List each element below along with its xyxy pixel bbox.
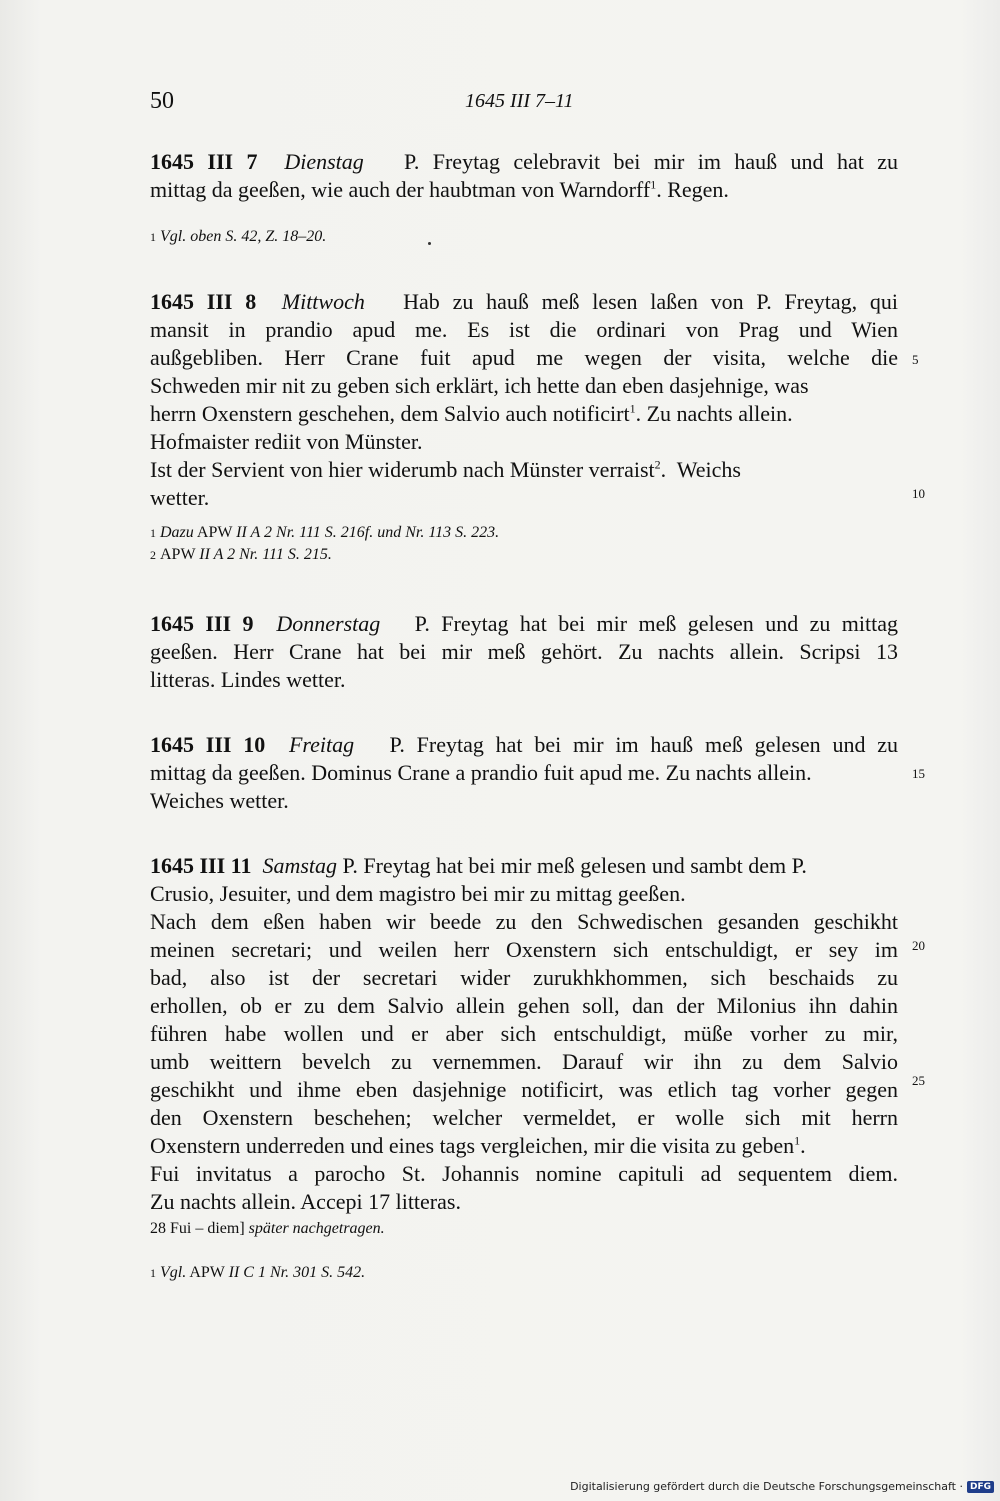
footnote	[150, 544, 332, 566]
footnote-abbrev: APW	[160, 546, 196, 563]
line-number: 25	[912, 1073, 925, 1088]
banner-text: Digitalisierung gefördert durch die Deutsche Forschungsgemeinschaft ·	[570, 1480, 963, 1493]
page-number: 50	[150, 88, 174, 114]
footnote-text: Vgl. oben S. 42, Z. 18–20.	[160, 228, 327, 245]
running-title: 1645 III 7–11	[465, 90, 574, 112]
entry-text: Ist der Servient von hier widerumb nach Münster verraist	[150, 457, 655, 482]
footnote-ref: 2	[654, 457, 661, 472]
diary-entry-1645-iii-11	[150, 852, 898, 1216]
entry-line: geschikht und ihme eben dasjehnige notificirt, was etlich tag vorher gegen	[150, 1077, 898, 1102]
entry-line: Hofmaister rediit von Münster.	[150, 429, 423, 454]
line-number: 10	[912, 486, 925, 501]
entry-line: Nach dem eßen haben wir beede zu den Schwedischen gesanden geschikht	[150, 909, 898, 934]
entry-weekday: Donnerstag	[276, 611, 381, 636]
footnote-abbrev: APW	[196, 524, 233, 541]
footnote	[150, 226, 326, 248]
entry-weekday: Freitag	[288, 732, 355, 757]
entry-line: meinen secretari; und weilen herr Oxenstern sich entschuldigt, er sey im	[150, 937, 898, 962]
entry-weekday: Samstag	[262, 853, 338, 878]
entry-line: mittag da geeßen, wie auch der haubtman von Warndorff$^1$. Regen.	[150, 177, 729, 202]
entry-text: P. Freytag hat bei mir im hauß meß gelesen und zu	[389, 732, 899, 757]
entry-date: 1645 III 11	[150, 853, 252, 878]
footnote	[150, 522, 499, 544]
apparatus-text: später nachgetragen.	[248, 1220, 385, 1237]
diary-entry-1645-iii-7	[150, 148, 898, 204]
footnote-number: 1	[150, 1266, 156, 1280]
entry-line: mansit in prandio apud me. Es ist die ordinari von Prag und Wien	[150, 317, 898, 342]
entry-text: Weichs	[676, 457, 741, 482]
entry-date: 1645 III 10	[150, 732, 266, 757]
entry-text: herrn Oxenstern geschehen, dem Salvio auch notificirt	[150, 401, 630, 426]
footnote-text: II C 1 Nr. 301 S. 542.	[228, 1264, 366, 1281]
entry-text: mittag da geeßen, wie auch der haubtman von Warndorff	[150, 177, 651, 202]
footnote-number: 1	[150, 230, 156, 244]
entry-line: erhollen, ob er zu dem Salvio allein gehen soll, dan der Milonius ihn dahin	[150, 993, 898, 1018]
entry-weekday: Dienstag	[284, 149, 364, 174]
footnote-prefix: Vgl.	[160, 1264, 187, 1281]
diary-entry-1645-iii-10	[150, 731, 898, 815]
entry-line: geeßen. Herr Crane hat bei mir meß gehört. Zu nachts allein. Scripsi 13	[150, 639, 898, 664]
entry-line: Weiches wetter.	[150, 788, 289, 813]
entry-date: 1645 III 9	[150, 611, 254, 636]
footnote-text: II A 2 Nr. 111 S. 215.	[199, 546, 332, 563]
footnote	[150, 1262, 365, 1284]
entry-text: P. Freytag hat bei mir meß gelesen und sambt dem P.	[342, 853, 807, 878]
entry-line	[150, 288, 898, 316]
line-number: 5	[912, 352, 919, 367]
footnote-ref: 1	[650, 177, 657, 192]
entry-line: bad, also ist der secretari wider zurukhkhommen, sich beschaids zu	[150, 965, 898, 990]
footnote-number: 1	[150, 526, 156, 540]
entry-line: Ist der Servient von hier widerumb nach Münster verraist$^2$. Weichs	[150, 457, 741, 482]
line-number: 15	[912, 766, 925, 781]
entry-line: Oxenstern underreden und eines tags vergleichen, mir die visita zu geben$^1$.	[150, 1133, 806, 1158]
diary-entry-1645-iii-8	[150, 288, 898, 512]
entry-text: Oxenstern underreden und eines tags vergleichen, mir die visita zu geben	[150, 1133, 795, 1158]
entry-line: Zu nachts allein. Accepi 17 litteras.	[150, 1189, 461, 1214]
entry-line	[150, 852, 898, 880]
entry-text: Regen.	[667, 177, 729, 202]
footnote-ref: 1	[794, 1133, 801, 1148]
apparatus-note	[150, 1218, 385, 1240]
entry-date: 1645 III 8	[150, 289, 257, 314]
entry-line: führen habe wollen und er aber sich entschuldigt, müße vorher zu mir,	[150, 1021, 898, 1046]
entry-line	[150, 610, 898, 638]
footnote-number: 2	[150, 548, 156, 562]
entry-line: außgebliben. Herr Crane fuit apud me wegen der visita, welche die	[150, 345, 898, 370]
entry-line: mittag da geeßen. Dominus Crane a prandio fuit apud me. Zu nachts allein.	[150, 760, 812, 785]
footnote-ref: 1	[629, 401, 636, 416]
entry-text: Hab zu hauß meß lesen laßen von P. Freytag, qui	[403, 289, 899, 314]
entry-line: Crusio, Jesuiter, und dem magistro bei mir zu mittag geeßen.	[150, 881, 686, 906]
entry-text: P. Freytag hat bei mir meß gelesen und zu mittag	[414, 611, 899, 636]
entry-line	[150, 731, 898, 759]
dfg-logo-icon: DFG	[967, 1481, 994, 1493]
footnote-text: II A 2 Nr. 111 S. 216f. und Nr. 113 S. 223.	[236, 524, 500, 541]
entry-text: P. Freytag celebravit bei mir im hauß und hat zu	[404, 149, 899, 174]
entry-date: 1645 III 7	[150, 149, 258, 174]
line-number: 20	[912, 938, 925, 953]
entry-weekday: Mittwoch	[281, 289, 365, 314]
entry-line: litteras. Lindes wetter.	[150, 667, 346, 692]
entry-line: herrn Oxenstern geschehen, dem Salvio auch notificirt$^1$. Zu nachts allein.	[150, 401, 793, 426]
ink-speck	[428, 242, 431, 245]
footnote-prefix: Dazu	[160, 524, 194, 541]
entry-line	[150, 148, 898, 176]
entry-line: wetter.	[150, 485, 210, 510]
footnote-abbrev: APW	[189, 1264, 225, 1281]
entry-text: Zu nachts allein.	[646, 401, 793, 426]
entry-line: den Oxenstern beschehen; welcher vermeldet, er wolle sich mit herrn	[150, 1105, 898, 1130]
entry-line: umb weittern bevelch zu vernemmen. Darauf wir ihn zu dem Salvio	[150, 1049, 898, 1074]
entry-line: Schweden mir nit zu geben sich erklärt, ich hette dan eben dasjehnige, was	[150, 373, 809, 398]
digitization-banner	[570, 1480, 994, 1493]
apparatus-ref: 28 Fui – diem]	[150, 1220, 245, 1237]
entry-line: Fui invitatus a parocho St. Johannis nomine capituli ad sequentem diem.	[150, 1161, 898, 1186]
diary-entry-1645-iii-9	[150, 610, 898, 694]
